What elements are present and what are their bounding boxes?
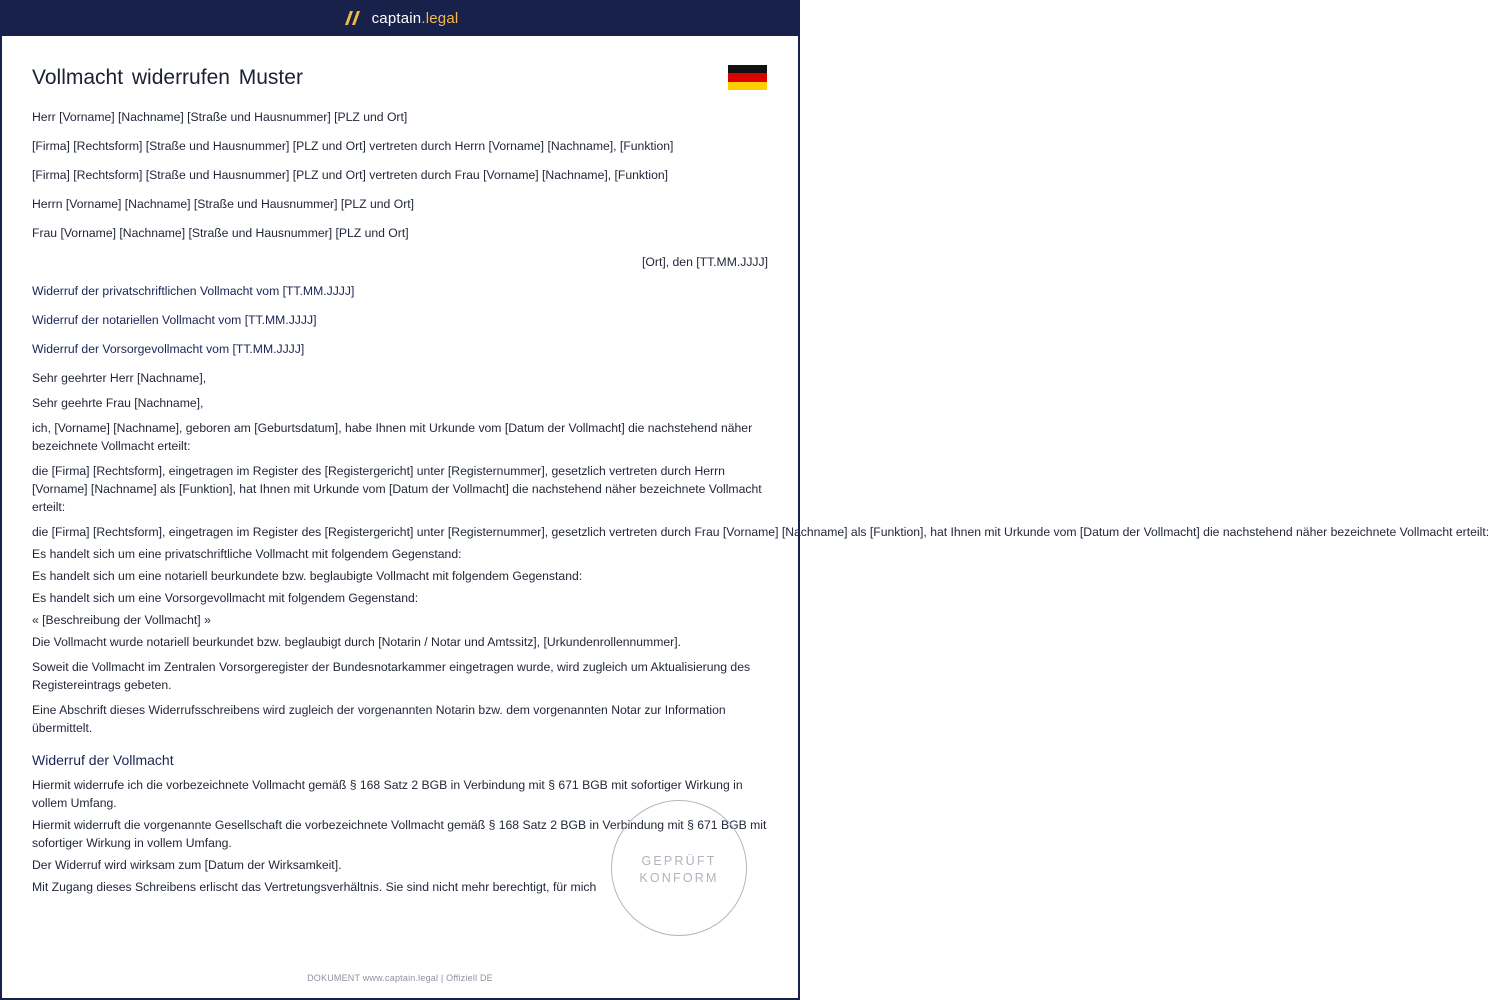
footer-text: DOKUMENT www.captain.legal | Offiziell DE <box>307 973 493 983</box>
brand-logo[interactable] <box>342 10 459 27</box>
body-paragraph: Es handelt sich um eine privatschriftliche Vollmacht mit folgendem Gegenstand: <box>32 547 462 561</box>
german-flag-icon <box>728 65 767 90</box>
brand-accent: .legal <box>421 9 459 27</box>
body-paragraph: Es handelt sich um eine Vorsorgevollmacht mit folgendem Gegenstand: <box>32 591 419 605</box>
body-paragraph: « [Beschreibung der Vollmacht] » <box>32 613 211 627</box>
top-bar <box>0 0 800 36</box>
address-line: [Firma] [Rechtsform] [Straße und Hausnummer] [PLZ und Ort] vertreten durch Herrn [Vorname] [Nachname], [Funktion] <box>32 139 674 153</box>
section-paragraph: Mit Zugang dieses Schreibens erlischt das Vertretungsverhältnis. Sie sind nicht mehr berechtigt, für mich <box>32 880 597 894</box>
stamp-line-1: GEPRÜFT <box>641 854 717 868</box>
body-paragraph: Soweit die Vollmacht im Zentralen Vorsorgeregister der Bundesnotarkammer eingetragen wurde, wird zugleich um Aktualisierung des Registereintrags gebeten. <box>32 660 751 692</box>
address-line: [Firma] [Rechtsform] [Straße und Hausnummer] [PLZ und Ort] vertreten durch Frau [Vorname] [Nachname], [Funktion] <box>32 168 669 182</box>
salutation: Sehr geehrter Herr [Nachname], <box>32 371 207 385</box>
body-paragraph: Eine Abschrift dieses Widerrufsschreibens wird zugleich der vorgenannten Notarin bzw. dem vorgenannten Notar zur Information übermittelt. <box>32 703 726 735</box>
address-line: Herrn [Vorname] [Nachname] [Straße und Hausnummer] [PLZ und Ort] <box>32 197 415 211</box>
subject-line: Widerruf der privatschriftlichen Vollmacht vom [TT.MM.JJJJ] <box>32 284 355 298</box>
address-line: Herr [Vorname] [Nachname] [Straße und Hausnummer] [PLZ und Ort] <box>32 110 408 124</box>
section-paragraph: Der Widerruf wird wirksam zum [Datum der Wirksamkeit]. <box>32 858 342 872</box>
body-paragraph: ich, [Vorname] [Nachname], geboren am [Geburtsdatum], habe Ihnen mit Urkunde vom [Datum der Vollmacht] die nachstehend näher bezeichnete Vollmacht erteilt: <box>32 421 753 453</box>
page-title: Vollmacht widerrufen Muster <box>32 66 303 89</box>
body-paragraph: Es handelt sich um eine notariell beurkundete bzw. beglaubigte Vollmacht mit folgendem Gegenstand: <box>32 569 583 583</box>
subject-line: Widerruf der notariellen Vollmacht vom [TT.MM.JJJJ] <box>32 313 317 327</box>
body-paragraph: die [Firma] [Rechtsform], eingetragen im Register des [Registergericht] unter [Registernummer], gesetzlich vertreten durch Frau [Vorname] [Nachname] als [Funktion], hat Ihnen mit Urkunde vom [Datum der Vollmacht] die nachstehend näher bezeichnete Vollmacht erteilt: <box>32 525 1489 539</box>
date-line: [Ort], den [TT.MM.JJJJ] <box>642 255 768 269</box>
verified-stamp <box>611 800 747 936</box>
body-paragraph: die [Firma] [Rechtsform], eingetragen im Register des [Registergericht] unter [Registernummer], gesetzlich vertreten durch Herrn [Vorname] [Nachname] als [Funktion], hat Ihnen mit Urkunde vom [Datum der Vollmacht] die nachstehend näher bezeichnete Vollmacht erteilt: <box>32 464 762 514</box>
body-paragraph: Die Vollmacht wurde notariell beurkundet bzw. beglaubigt durch [Notarin / Notar und Amtssitz], [Urkundenrollennummer]. <box>32 635 681 649</box>
address-line: Frau [Vorname] [Nachname] [Straße und Hausnummer] [PLZ und Ort] <box>32 226 409 240</box>
section-paragraph: Hiermit widerruft die vorgenannte Gesellschaft die vorbezeichnete Vollmacht gemäß § 168 Satz 2 BGB in Verbindung mit § 671 BGB mit sofortiger Wirkung in vollem Umfang. <box>32 818 767 850</box>
subject-line: Widerruf der Vorsorgevollmacht vom [TT.MM.JJJJ] <box>32 342 305 356</box>
brand-name: captain <box>371 9 422 27</box>
double-slash-logo-icon <box>342 10 362 26</box>
section-heading: Widerruf der Vollmacht <box>32 752 174 768</box>
letter-body <box>32 108 1489 900</box>
section-paragraph: Hiermit widerrufe ich die vorbezeichnete Vollmacht gemäß § 168 Satz 2 BGB in Verbindung mit § 671 BGB mit sofortiger Wirkung in vollem Umfang. <box>32 778 743 810</box>
stamp-line-2: KONFORM <box>639 871 719 885</box>
salutation: Sehr geehrte Frau [Nachname], <box>32 396 204 410</box>
